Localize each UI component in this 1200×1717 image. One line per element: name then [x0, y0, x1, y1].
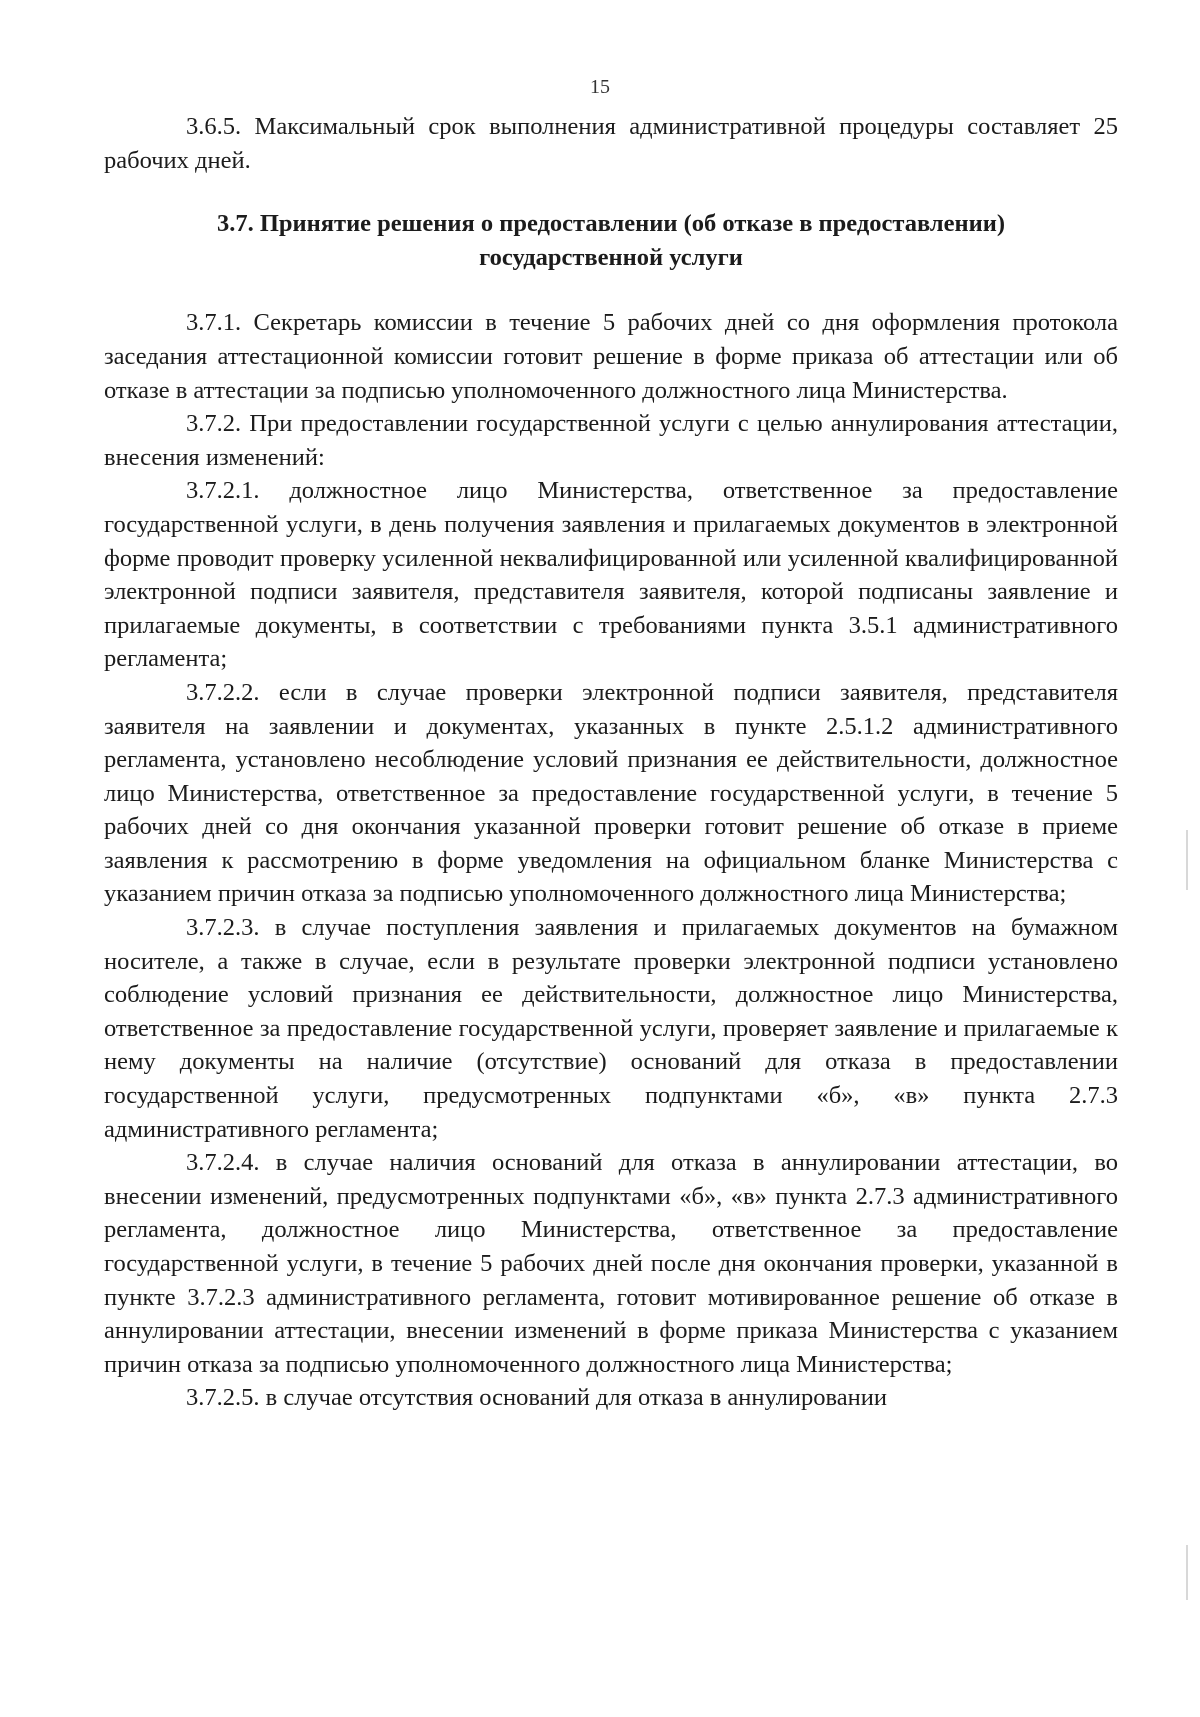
scan-edge-mark-upper: [1186, 830, 1188, 890]
paragraph-3-7-2-3: 3.7.2.3. в случае поступления заявления и прилагаемых документов на бумажном носителе, а также в случае, если в результате проверки электронной подписи установлено соблюдение условий признания ее действительности, должностное лицо Министерства, ответственное за предоставление государственной услуги, проверяет заявление и прилагаемые к нему документы на наличие (отсутствие) оснований для отказа в предоставлении государственной услуги, предусмотренных подпунктами «б», «в» пункта 2.7.3 административного регламента;: [104, 914, 1118, 1143]
document-body: [104, 110, 1118, 1415]
section-heading-3-7: 3.7. Принятие решения о предоставлении (об отказе в предоставлении) государственной услуги: [216, 210, 1005, 271]
paragraph-3-7-2-5: 3.7.2.5. в случае отсутствия оснований для отказа в аннулировании: [186, 1384, 887, 1412]
paragraph-3-7-2-4: 3.7.2.4. в случае наличия оснований для отказа в аннулировании аттестации, во внесении изменений, предусмотренных подпунктами «б», «в» пункта 2.7.3 административного регламента, должностное лицо Министерства, ответственное за предоставление государственной услуги, в течение 5 рабочих дней после дня окончания проверки, указанной в пункте 3.7.2.3 административного регламента, готовит мотивированное решение об отказе в аннулировании аттестации, внесении изменений в форме приказа Министерства с указанием причин отказа за подписью уполномоченного должностного лица Министерства;: [104, 1149, 1118, 1378]
scan-edge-mark-lower: [1186, 1545, 1188, 1600]
paragraph-3-7-1: 3.7.1. Секретарь комиссии в течение 5 рабочих дней со дня оформления протокола заседания аттестационной комиссии готовит решение в форме приказа об аттестации или об отказе в аттестации за подписью уполномоченного должностного лица Министерства.: [104, 309, 1118, 404]
paragraph-3-7-2: 3.7.2. При предоставлении государственной услуги с целью аннулирования аттестации, внесения изменений:: [104, 410, 1118, 471]
paragraph-3-7-2-1: 3.7.2.1. должностное лицо Министерства, ответственное за предоставление государственной услуги, в день получения заявления и прилагаемых документов в электронной форме проводит проверку усиленной неквалифицированной или усиленной квалифицированной электронной подписи заявителя, представителя заявителя, которой подписаны заявление и прилагаемые документы, в соответствии с требованиями пункта 3.5.1 административного регламента;: [104, 477, 1118, 673]
paragraph-3-6-5: 3.6.5. Максимальный срок выполнения административной процедуры составляет 25 рабочих дней.: [104, 113, 1118, 174]
paragraph-3-7-2-2: 3.7.2.2. если в случае проверки электронной подписи заявителя, представителя заявителя на заявлении и документах, указанных в пункте 2.5.1.2 административного регламента, установлено несоблюдение условий признания ее действительности, должностное лицо Министерства, ответственное за предоставление государственной услуги, в течение 5 рабочих дней со дня окончания указанной проверки готовит решение об отказе в приеме заявления к рассмотрению в форме уведомления на официальном бланке Министерства с указанием причин отказа за подписью уполномоченного должностного лица Министерства;: [104, 678, 1118, 908]
page-number: 15: [590, 76, 610, 98]
